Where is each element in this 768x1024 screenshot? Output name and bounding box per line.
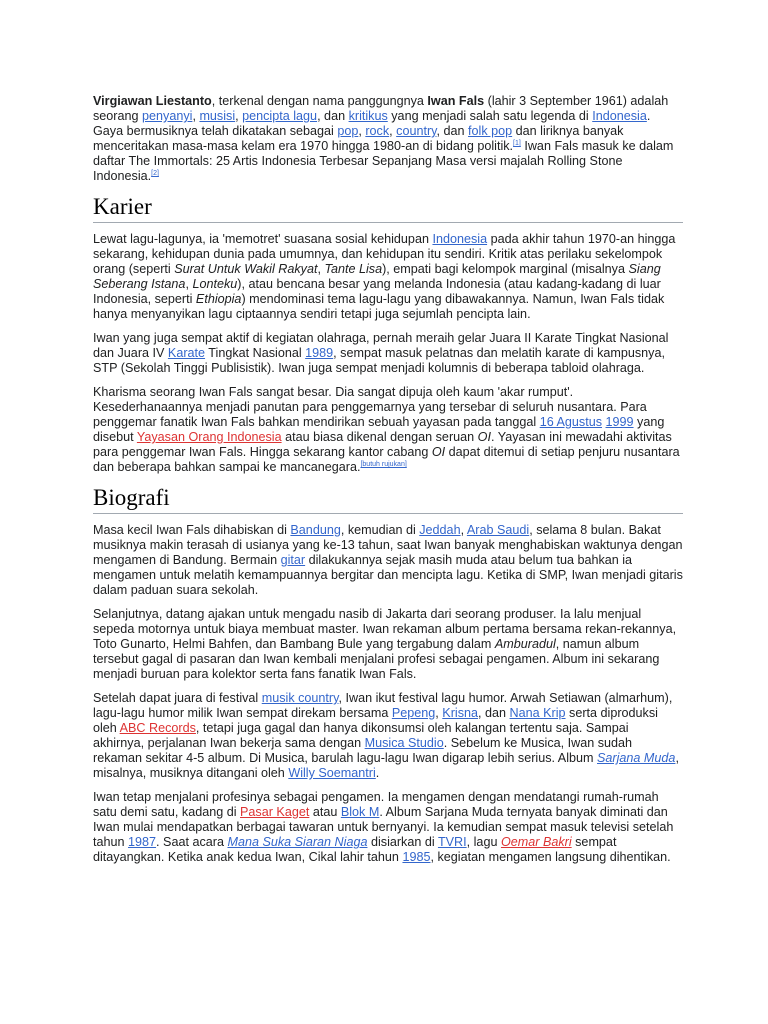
citation-ref — [151, 170, 159, 177]
text-run: , misalnya, musiknya ditangani oleh — [93, 751, 679, 780]
text-run: sempat ditayangkan. Ketika anak kedua Iwan, Cikal lahir tahun — [93, 835, 617, 864]
article-link[interactable]: kritikus — [348, 109, 388, 123]
article-link[interactable]: Willy Soemantri — [288, 766, 376, 780]
text-run: , — [389, 124, 397, 138]
biografi-paragraph — [93, 523, 683, 598]
article-link[interactable]: Blok M — [340, 805, 380, 819]
text-run: dan liriknya banyak menceritakan masa-masa kelam era 1970 hingga 1980-an di bidang politik. — [93, 124, 624, 153]
article-link[interactable]: 16 Agustus — [539, 415, 603, 429]
text-run: disiarkan di — [367, 835, 438, 849]
text-run: Tingkat Nasional — [205, 346, 306, 360]
article-link[interactable]: musik country — [261, 691, 339, 705]
article-link[interactable]: Indonesia — [432, 232, 488, 246]
italic-title: Siang Seberang Istana — [93, 262, 661, 291]
text-run: Iwan tetap menjalani profesinya sebagai pengamen. Ia mengamen dengan mendatangi rumah-rumah satu demi satu, kadang di — [93, 790, 659, 819]
text-run: yang menjadi salah satu legenda di — [387, 109, 593, 123]
article-link[interactable]: folk pop — [468, 124, 513, 138]
article-link[interactable]: TVRI — [437, 835, 467, 849]
bold-name: Virgiawan Liestanto — [93, 94, 212, 108]
text-run: Iwan Fals masuk ke dalam daftar The Immortals: 25 Artis Indonesia Terbesar Sepanjang Masa versi majalah Rolling Stone Indonesia. — [93, 139, 674, 183]
article-link[interactable]: Krisna — [442, 706, 478, 720]
article-link[interactable]: Musica Studio — [364, 736, 444, 750]
italic-title: Surat Untuk Wakil Rakyat — [174, 262, 318, 276]
intro-paragraph — [93, 94, 683, 184]
text-run: , dan — [317, 109, 349, 123]
text-run: . Yayasan ini mewadahi aktivitas para penggemar Iwan Fals. Hingga sekarang kantor cabang — [93, 430, 672, 459]
article-link[interactable]: 1989 — [305, 346, 334, 360]
article-link[interactable]: country — [396, 124, 437, 138]
article-link[interactable]: Bandung — [290, 523, 341, 537]
text-run: , — [435, 706, 443, 720]
text-run: , dan — [436, 124, 469, 138]
article-link[interactable]: 1985 — [402, 850, 431, 864]
text-run: Selanjutnya, datang ajakan untuk mengadu nasib di Jakarta dari seorang produser. Ia lalu menjual sepeda motornya untuk biaya membuat master. Iwan rekaman album pertama bersama rekan-rekannya, Toto Gunarto, Helmi Bahfen, dan Bambang Bule yang tergabung dalam — [93, 607, 677, 651]
karier-paragraph — [93, 385, 683, 475]
text-run: ), empati bagi kelompok marginal (misalnya — [382, 262, 629, 276]
article-link[interactable]: musisi — [199, 109, 236, 123]
text-run: , — [317, 262, 325, 276]
text-run: Lewat lagu-lagunya, ia 'memotret' suasana sosial kehidupan — [93, 232, 433, 246]
text-run: atau biasa dikenal dengan seruan — [281, 430, 478, 444]
text-run: , — [185, 277, 193, 291]
citation-link[interactable]: [2] — [151, 170, 159, 177]
text-run: atau — [309, 805, 341, 819]
text-run: Setelah dapat juara di festival — [93, 691, 262, 705]
italic-title: OI — [431, 445, 446, 459]
article-link[interactable]: pencipta lagu — [242, 109, 318, 123]
text-run: . Saat acara — [156, 835, 228, 849]
citation-link[interactable]: [1] — [513, 140, 521, 147]
missing-article-link[interactable]: Pasar Kaget — [240, 805, 310, 819]
missing-article-link[interactable]: Oemar Bakri — [500, 835, 572, 849]
text-run: ) mendominasi tema lagu-lagu yang dibawakannya. Namun, Iwan Fals tidak hanya menyanyikan lagu ciptaannya sendiri tetapi juga sejumlah pencipta lain. — [93, 292, 665, 321]
karier-paragraph — [93, 331, 683, 376]
article-body — [93, 94, 683, 874]
karier-paragraph — [93, 232, 683, 322]
biografi-paragraph — [93, 607, 683, 682]
article-link[interactable]: Indonesia — [592, 109, 647, 123]
article-link[interactable]: penyanyi — [142, 109, 193, 123]
section-heading-karier: Karier — [93, 193, 683, 223]
article-link[interactable]: Mana Suka Siaran Niaga — [227, 835, 368, 849]
text-run: , — [192, 109, 200, 123]
article-link[interactable]: Nana Krip — [509, 706, 566, 720]
text-run: yang disebut — [93, 415, 665, 444]
text-run: dapat ditemui di setiap penjuru nusantara dan beberapa bahkan sampai ke mancanegara. — [93, 445, 680, 474]
italic-title: Amburadul — [494, 637, 556, 651]
text-run: Masa kecil Iwan Fals dihabiskan di — [93, 523, 291, 537]
text-run: , kemudian di — [340, 523, 420, 537]
text-run: Iwan yang juga sempat aktif di kegiatan olahraga, pernah meraih gelar Juara II Karate Tingkat Nasional dan Juara IV — [93, 331, 669, 360]
biografi-paragraph — [93, 691, 683, 781]
text-run: pada akhir tahun 1970-an hingga sekarang, kehidupan dunia pada umumnya, dan kehidupan itu sendiri. Kritik atas perilaku sekelompok orang (seperti — [93, 232, 676, 276]
text-run: , terkenal dengan nama panggungnya — [211, 94, 428, 108]
article-link[interactable]: Arab Saudi — [466, 523, 530, 537]
bold-name: Iwan Fals — [427, 94, 485, 108]
text-run: , — [235, 109, 243, 123]
article-link[interactable]: pop — [337, 124, 359, 138]
article-link[interactable]: Pepeng — [391, 706, 436, 720]
citation-ref — [513, 140, 521, 147]
text-run: , kegiatan mengamen langsung dihentikan. — [430, 850, 671, 864]
text-run: , dan — [478, 706, 510, 720]
text-run: dilakukannya sejak masih muda atau belum tua bahkan ia mengamen untuk melatih kemampuannya bergitar dan mencipta lagu. Ketika di SMP, Iwan menjadi gitaris dalam paduan suara sekolah. — [93, 553, 683, 597]
text-run: , lagu — [466, 835, 501, 849]
italic-title: Lonteku — [192, 277, 238, 291]
citation-ref — [360, 461, 406, 468]
text-run: , — [460, 523, 467, 537]
article-link[interactable]: rock — [365, 124, 390, 138]
text-run: Kharisma seorang Iwan Fals sangat besar. Dia sangat dipuja oleh kaum 'akar rumput'. Kesederhanaannya menjadi panutan para penggemarnya yang tersebar di seluruh nusantara. Para penggemar fanatik Iwan Fals bahkan mendirikan sebuah yayasan pada tanggal — [93, 385, 647, 429]
article-link[interactable]: gitar — [280, 553, 306, 567]
article-link[interactable]: 1999 — [605, 415, 634, 429]
italic-title: Tante Lisa — [324, 262, 383, 276]
text-run: , sempat masuk pelatnas dan melatih karate di kampusnya, STP (Sekolah Tinggi Publisistik). Iwan juga sempat menjadi kolumnis di beberapa tabloid olahraga. — [93, 346, 665, 375]
section-heading-biografi: Biografi — [93, 484, 683, 514]
article-link[interactable]: 1987 — [128, 835, 157, 849]
text-run: (lahir 3 September 1961) adalah seorang — [93, 94, 669, 123]
text-run: , tetapi juga gagal dan hanya dikonsumsi oleh kalangan tertentu saja. Sampai akhirnya, perjalanan Iwan bekerja sama dengan — [93, 721, 629, 750]
article-link[interactable]: Sarjana Muda — [597, 751, 676, 765]
citation-link[interactable]: [butuh rujukan] — [360, 461, 407, 468]
article-link[interactable]: Jeddah — [419, 523, 461, 537]
biografi-paragraph — [93, 790, 683, 865]
text-run: . Gaya bermusiknya telah dikatakan sebagai — [93, 109, 651, 138]
text-run: ), atau bencana besar yang melanda Indonesia (atau kadang-kadang di luar Indonesia, seperti — [93, 277, 661, 306]
text-run: . Sebelum ke Musica, Iwan sudah rekaman sekitar 4-5 album. Di Musica, barulah lagu-lagu Iwan digarap lebih serius. Album — [93, 736, 633, 765]
text-run: . Album Sarjana Muda ternyata banyak diminati dan Iwan mulai mendapatkan berbagai tawaran untuk bernyanyi. Ia kemudian sempat masuk televisi setelah tahun — [93, 805, 674, 849]
article-link[interactable]: Karate — [167, 346, 206, 360]
missing-article-link[interactable]: ABC Records — [119, 721, 196, 735]
text-run: serta diproduksi oleh — [93, 706, 658, 735]
italic-title: Ethiopia — [195, 292, 242, 306]
italic-title: OI — [477, 430, 491, 444]
text-run: , namun album tersebut gagal di pasaran dan Iwan kembali menjalani profesi sebagai pengamen. Album ini sekarang menjadi buruan para kolektor serta fans fanatik Iwan Fals. — [93, 637, 660, 681]
text-run: . — [375, 766, 380, 780]
missing-article-link[interactable]: Yayasan Orang Indonesia — [136, 430, 282, 444]
text-run: , selama 8 bulan. Bakat musiknya makin terasah di usianya yang ke-13 tahun, saat Iwan banyak menghabiskan waktunya dengan mengamen di Bandung. Bermain — [93, 523, 683, 567]
text-run: , — [358, 124, 366, 138]
text-run: , Iwan ikut festival lagu humor. Arwah Setiawan (almarhum), lagu-lagu humor milik Iwan sempat direkam bersama — [93, 691, 673, 720]
